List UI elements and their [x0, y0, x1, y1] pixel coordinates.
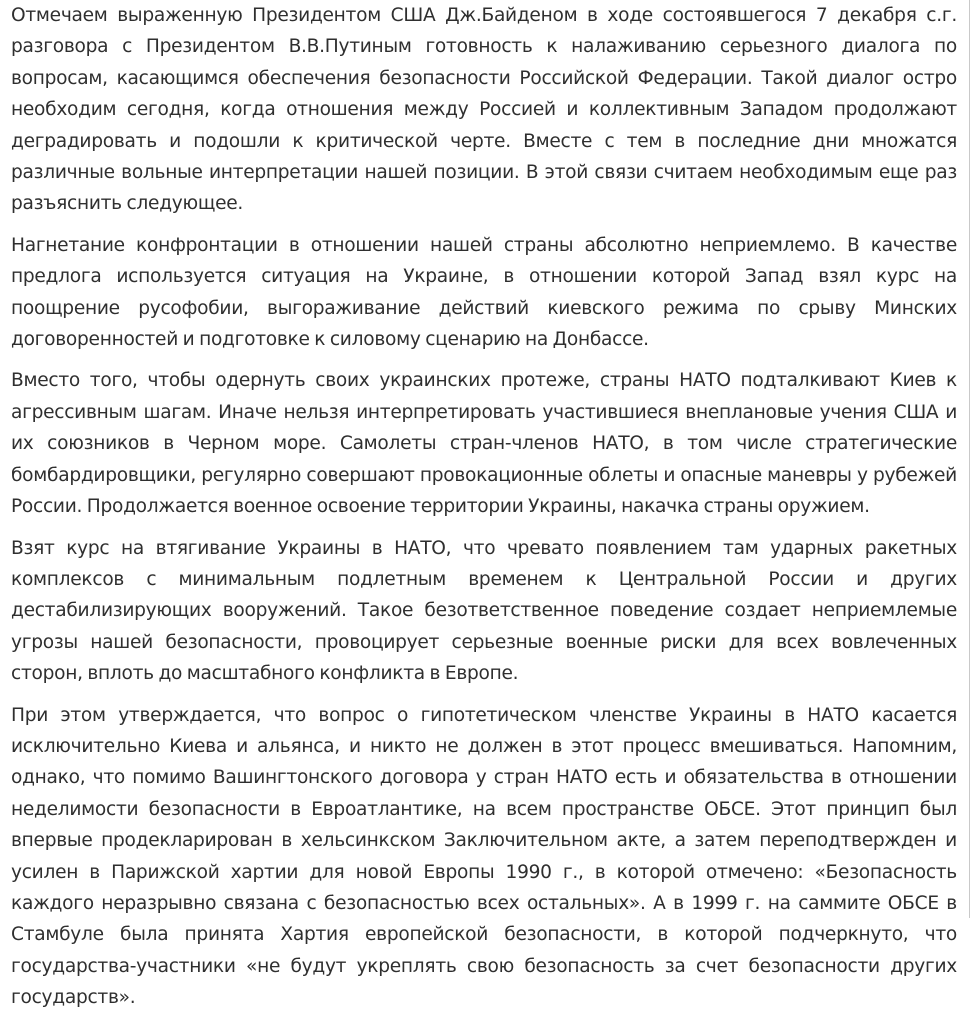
paragraph-ukraine-pretext: Нагнетание конфронтации в отношении нашей страны абсолютно неприемлемо. В качестве предлога используется ситуация на Украине, в отношении которой Запад взял курс на поощрение русофобии, выгораживание действий киевского режима по срыву Минских договоренностей и подготовке к силовому сценарию на Донбассе.	[11, 234, 957, 351]
paragraph-nato-actions: Вместо того, чтобы одернуть своих украинских протеже, страны НАТО подталкивают Киев к агрессивным шагам. Иначе нельзя интерпретировать участившиеся внеплановые учения США и их союзников в Черном море. Самолеты стран-членов НАТО, в том числе стратегические бомбардировщики, регулярно совершают провокационные облеты и опасные маневры у рубежей России. Продолжается военное освоение территории Украины, накачка страны оружием.	[11, 370, 957, 518]
paragraph-nato-expansion: Взят курс на втягивание Украины в НАТО, что чревато появлением там ударных ракетных комплексов с минимальным подлетным временем к Центральной России и других дестабилизирующих вооружений. Такое безответственное поведение создает неприемлемые угрозы нашей безопасности, провоцирует серьезные военные риски для всех вовлеченных сторон, вплоть до масштабного конфликта в Европе.	[11, 537, 957, 685]
paragraph-confrontation-intro: Отмечаем выраженную Президентом США Дж.Байденом в ходе состоявшегося 7 декабря с.г. разговора с Президентом В.В.Путиным готовность к налаживанию серьезного диалога по вопросам, касающимся обеспечения безопасности Российской Федерации. Такой диалог остро необходим сегодня, когда отношения между Россией и коллективным Западом продолжают деградировать и подошли к критической черте. Вместе с тем в последние дни множатся различные вольные интерпретации нашей позиции. В этой связи считаем необходимым еще раз разъяснить следующее.	[11, 5, 957, 215]
paragraph-indivisible-security: При этом утверждается, что вопрос о гипотетическом членстве Украины в НАТО касается исключительно Киева и альянса, и никто не должен в этот процесс вмешиваться. Напомним, однако, что помимо Вашингтонского договора у стран НАТО есть и обязательства в отношении неделимости безопасности в Евроатлантике, на всем пространстве ОБСЕ. Этот принцип был впервые продекларирован в хельсинкском Заключительном акте, а затем переподтвержден и усилен в Парижской хартии для новой Европы 1990 г., в которой отмечено: «Безопасность каждого неразрывно связана с безопасностью всех остальных». А в 1999 г. на саммите ОБСЕ в Стамбуле была принята Хартия европейской безопасности, в которой подчеркнуто, что государства-участники «не будут укреплять свою безопасность за счет безопасности других государств».	[11, 704, 957, 1009]
